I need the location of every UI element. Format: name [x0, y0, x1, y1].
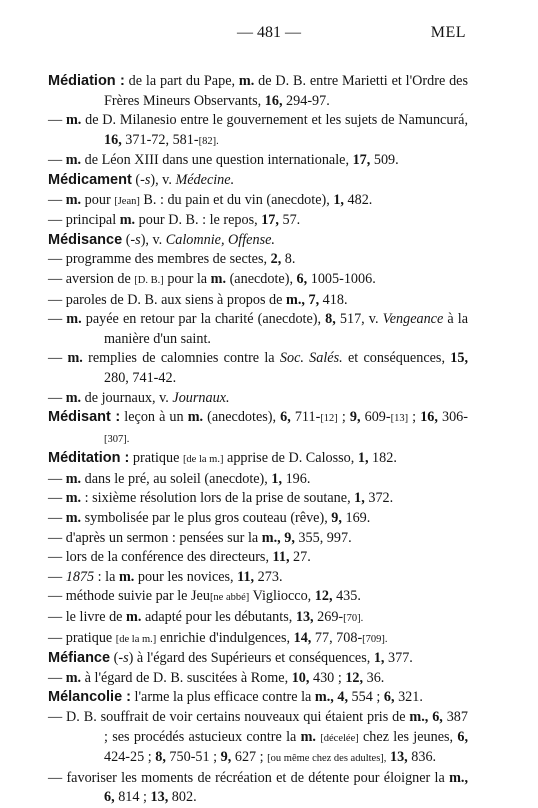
- entry-text: (-: [131, 171, 145, 188]
- entry-text: 836.: [407, 749, 437, 766]
- entry-headword: Médisance: [48, 231, 123, 248]
- entry-text: Viglioccо,: [249, 588, 315, 605]
- entry-text: [ou même chez des adultes],: [267, 753, 387, 765]
- entry-text: m.: [210, 270, 227, 287]
- entry-text: Soc. Salés.: [279, 350, 343, 367]
- entry-text: 609-: [360, 409, 391, 426]
- entry-text: — pratique: [48, 629, 116, 646]
- entry-text: enrichie d'indulgences,: [156, 629, 294, 646]
- entry-text: 4,: [337, 689, 348, 706]
- entry-text: —: [48, 568, 66, 585]
- entry-text: de D. Milanesio entre le gouvernement et les sujets de Namuncurá,: [81, 112, 469, 129]
- index-entry: [48, 408, 468, 449]
- entry-text: m.: [118, 568, 135, 585]
- entry-text: (-: [110, 650, 124, 667]
- entry-text: Journaux.: [172, 389, 230, 406]
- entry-text: —: [48, 470, 66, 487]
- entry-text: 273.: [254, 568, 283, 585]
- entry-text: s: [123, 650, 129, 667]
- entry-headword: Méfiance: [48, 650, 111, 667]
- entry-headword: Médisant :: [48, 409, 121, 426]
- running-head: MEL: [430, 24, 466, 41]
- entry-text: 371-72, 581-: [121, 131, 199, 148]
- entry-text: ;: [408, 409, 421, 426]
- entry-headword: Mélancolie :: [48, 689, 131, 706]
- entry-text: 169.: [341, 510, 371, 527]
- entry-text: m.,: [261, 529, 281, 546]
- index-entry: [48, 389, 468, 409]
- index-entry: [48, 270, 468, 291]
- index-entry: [48, 171, 468, 191]
- entry-headword: Méditation :: [48, 450, 130, 467]
- entry-text: ;: [337, 409, 350, 426]
- index-entry: [48, 688, 468, 708]
- entry-text: m.: [65, 510, 82, 527]
- index-entry: [48, 72, 468, 111]
- entry-text: [de la m.]: [182, 454, 224, 466]
- entry-text: 814 ;: [114, 789, 151, 806]
- entry-text: 1,: [357, 450, 369, 467]
- entry-text: 509.: [370, 152, 399, 169]
- entry-text: m.: [300, 728, 316, 745]
- entry-text: 9,: [331, 510, 342, 527]
- entry-text: [Jean]: [114, 195, 140, 207]
- entry-text: [D. B.]: [134, 274, 164, 286]
- entry-text: 9,: [220, 749, 232, 766]
- entry-text: —: [48, 112, 66, 129]
- entry-text: 377.: [384, 650, 413, 667]
- entry-text: 269-: [313, 609, 344, 626]
- entry-text: 482.: [343, 191, 373, 208]
- entry-text: (-: [122, 231, 136, 248]
- entry-text: 12,: [345, 669, 364, 686]
- index-body: [48, 72, 468, 808]
- entry-text: m.: [119, 212, 136, 229]
- entry-text: 6,: [280, 409, 291, 426]
- entry-text: 418.: [319, 291, 348, 308]
- entry-text: 1,: [354, 490, 365, 507]
- index-entry: [48, 608, 468, 629]
- index-entry: [48, 769, 468, 808]
- index-entry: [48, 669, 468, 689]
- entry-text: —: [48, 490, 66, 507]
- entry-text: [307].: [104, 433, 130, 445]
- entry-text: de la part du Pape,: [124, 73, 239, 89]
- entry-text: 1005-1006.: [307, 270, 376, 287]
- entry-text: m.,: [314, 689, 334, 706]
- entry-text: 57.: [278, 212, 301, 229]
- index-entry: [48, 111, 468, 151]
- index-entry: [48, 509, 468, 529]
- entry-text: 8,: [325, 311, 336, 328]
- index-entry: [48, 529, 468, 549]
- entry-text: 711-: [290, 409, 321, 426]
- entry-text: ), v.: [150, 171, 176, 188]
- entry-headword: Médiation :: [48, 73, 125, 89]
- entry-text: —: [48, 389, 66, 406]
- entry-text: — favoriser les moments de récréation et de détente pour éloigner la: [48, 769, 450, 786]
- entry-text: 6,: [457, 728, 469, 745]
- entry-text: m.,: [449, 769, 468, 786]
- index-entry: [48, 587, 468, 608]
- entry-text: apprise de D. Calosso,: [223, 450, 358, 467]
- entry-text: 16,: [104, 131, 122, 148]
- entry-headword: Médicament: [48, 171, 132, 188]
- entry-text: 1,: [373, 650, 385, 667]
- index-entry: [48, 470, 468, 490]
- entry-text: 424-25 ;: [104, 749, 156, 766]
- entry-text: 182.: [368, 450, 397, 467]
- entry-text: 8.: [281, 251, 296, 268]
- entry-text: 11,: [272, 549, 290, 566]
- entry-text: l'arme la plus efficace contre la: [131, 689, 315, 706]
- entry-text: —: [48, 191, 66, 208]
- entry-text: — lors de la conférence des directeurs,: [48, 549, 273, 566]
- entry-text: [ne abbé]: [209, 592, 250, 604]
- entry-text: : sixième résolution lors de la prise de soutane,: [81, 490, 355, 507]
- index-entry: [48, 250, 468, 270]
- entry-text: — le livre de: [48, 609, 127, 626]
- index-entry: [48, 489, 468, 509]
- index-entry: [48, 191, 468, 212]
- entry-text: payée en retour par la charité (anecdote),: [81, 311, 326, 328]
- index-entry: [48, 568, 468, 588]
- entry-text: [70].: [343, 613, 364, 625]
- entry-text: 15,: [450, 350, 468, 367]
- entry-text: 8,: [155, 749, 166, 766]
- entry-text: pour les novices,: [134, 568, 238, 585]
- entry-text: 27.: [289, 549, 311, 566]
- entry-text: m.,: [286, 291, 305, 308]
- entry-text: 306-: [437, 409, 468, 426]
- entry-text: 387 ; ses procédés astucieux contre la: [104, 709, 468, 745]
- entry-text: m.: [65, 389, 82, 406]
- entry-text: [82].: [198, 135, 219, 147]
- entry-text: m.: [65, 490, 82, 507]
- entry-text: [12]: [320, 413, 338, 425]
- entry-text: pour: [81, 191, 115, 208]
- entry-text: 10,: [291, 669, 310, 686]
- entry-text: 627 ;: [231, 749, 268, 766]
- entry-text: adapté pour les débutants,: [141, 609, 296, 626]
- entry-text: ), v.: [140, 231, 166, 248]
- entry-text: 7,: [308, 291, 320, 308]
- entry-text: m.,: [409, 709, 429, 725]
- entry-text: 13,: [295, 609, 314, 626]
- entry-text: s: [135, 231, 141, 248]
- entry-text: Vengeance: [382, 311, 444, 328]
- entry-text: de journaux, v.: [81, 389, 173, 406]
- entry-text: — principal: [48, 212, 120, 229]
- entry-text: 9,: [284, 529, 295, 546]
- entry-text: 280, 741-42.: [104, 369, 177, 386]
- entry-text: 750-51 ;: [165, 749, 221, 766]
- entry-text: m.: [65, 669, 82, 686]
- entry-text: : la: [94, 568, 119, 585]
- index-entry: [48, 548, 468, 568]
- entry-text: 13,: [150, 789, 169, 806]
- entry-text: et conséquences,: [342, 350, 451, 367]
- index-entry: [48, 708, 468, 769]
- entry-text: 1,: [271, 470, 283, 487]
- index-entry: [48, 629, 468, 650]
- entry-text: 355, 997.: [294, 529, 352, 546]
- entry-text: 435.: [332, 588, 361, 605]
- entry-text: leçon à un: [120, 409, 188, 426]
- entry-text: remplies de calomnies contre la: [82, 350, 280, 367]
- entry-text: m.: [66, 311, 82, 328]
- entry-text: 430 ;: [309, 669, 346, 686]
- entry-text: —: [48, 510, 66, 527]
- entry-text: à la manière d'un saint.: [104, 311, 469, 347]
- entry-text: — programme des membres de sectes,: [48, 251, 271, 268]
- entry-text: — D. B. souffrait de voir certains nouveaux qui étaient pris de: [48, 709, 410, 725]
- entry-text: 16,: [420, 409, 438, 426]
- entry-text: 16,: [264, 92, 283, 109]
- entry-text: 11,: [237, 568, 255, 585]
- entry-text: pratique: [129, 450, 183, 467]
- index-entry: [48, 291, 468, 311]
- entry-text: m.: [65, 191, 82, 208]
- entry-text: m.: [67, 350, 83, 367]
- entry-text: —: [48, 311, 67, 328]
- entry-text: —: [48, 350, 68, 367]
- entry-text: pour D. B. : le repos,: [135, 212, 262, 229]
- entry-text: —: [48, 669, 66, 686]
- entry-text: 6,: [104, 789, 115, 806]
- entry-text: Médecine.: [175, 171, 235, 188]
- index-entry: [48, 231, 468, 251]
- entry-text: — d'après un sermon : pensées sur la: [48, 529, 262, 546]
- entry-text: 321.: [394, 689, 423, 706]
- entry-text: 12,: [314, 588, 333, 605]
- entry-text: 294-97.: [282, 92, 330, 109]
- entry-text: 372.: [364, 490, 394, 507]
- entry-text: m.: [65, 112, 82, 129]
- entry-text: de Léon XIII dans une question internationale,: [81, 152, 353, 169]
- entry-text: symbolisée par le plus gros couteau (rêve),: [81, 510, 332, 527]
- entry-text: —: [48, 152, 66, 169]
- entry-text: [13]: [390, 413, 409, 425]
- entry-text: — aversion de: [48, 270, 135, 287]
- entry-text: 77, 708-: [311, 629, 363, 646]
- entry-text: 802.: [168, 789, 197, 806]
- entry-text: — méthode suivie par le Jeu: [48, 588, 210, 605]
- entry-text: 13,: [389, 749, 408, 766]
- entry-text: dans le pré, au soleil (anecdote),: [81, 470, 272, 487]
- entry-text: ) à l'égard des Supérieurs et conséquences,: [128, 650, 374, 667]
- index-entry: [48, 649, 468, 669]
- entry-text: 554 ;: [348, 689, 384, 706]
- index-entry: [48, 349, 468, 388]
- entry-text: pour la: [163, 270, 211, 287]
- index-entry: [48, 310, 468, 349]
- entry-text: — paroles de D. B. aux siens à propos de: [48, 291, 286, 308]
- entry-text: 9,: [349, 409, 361, 426]
- entry-text: 517, v.: [335, 311, 383, 328]
- entry-text: 1875: [65, 568, 95, 585]
- entry-text: [décelée]: [320, 732, 359, 744]
- entry-text: 14,: [293, 629, 312, 646]
- entry-text: 6,: [383, 689, 395, 706]
- index-entry: [48, 449, 468, 470]
- entry-text: [709].: [362, 633, 388, 645]
- entry-text: 17,: [261, 212, 279, 229]
- entry-text: 196.: [282, 470, 311, 487]
- entry-text: (anecdotes),: [203, 409, 281, 426]
- entry-text: 36.: [363, 669, 385, 686]
- entry-text: 6,: [296, 270, 308, 287]
- entry-text: s: [144, 171, 151, 188]
- entry-text: 2,: [270, 251, 282, 268]
- page-number: — 481 —: [237, 24, 301, 41]
- index-entry: [48, 211, 468, 231]
- entry-text: (anecdote),: [226, 270, 297, 287]
- entry-text: de D. B. entre Marietti et l'Ordre des Frères Mineurs Observants,: [104, 73, 468, 109]
- entry-text: m.: [65, 152, 82, 169]
- entry-text: à l'égard de D. B. suscitées à Rome,: [81, 669, 292, 686]
- entry-text: Calomnie, Offense.: [165, 231, 275, 248]
- entry-text: m.: [187, 409, 204, 426]
- entry-text: 6,: [432, 709, 443, 725]
- entry-text: m.: [126, 609, 142, 626]
- entry-text: 1,: [333, 191, 344, 208]
- index-entry: [48, 151, 468, 171]
- entry-text: [de la m.]: [115, 633, 157, 645]
- entry-text: chez les jeunes,: [358, 728, 458, 745]
- entry-text: m.: [65, 470, 82, 487]
- entry-text: B. : du pain et du vin (anecdote),: [139, 191, 334, 208]
- entry-text: 17,: [352, 152, 371, 169]
- entry-text: m.: [238, 73, 255, 89]
